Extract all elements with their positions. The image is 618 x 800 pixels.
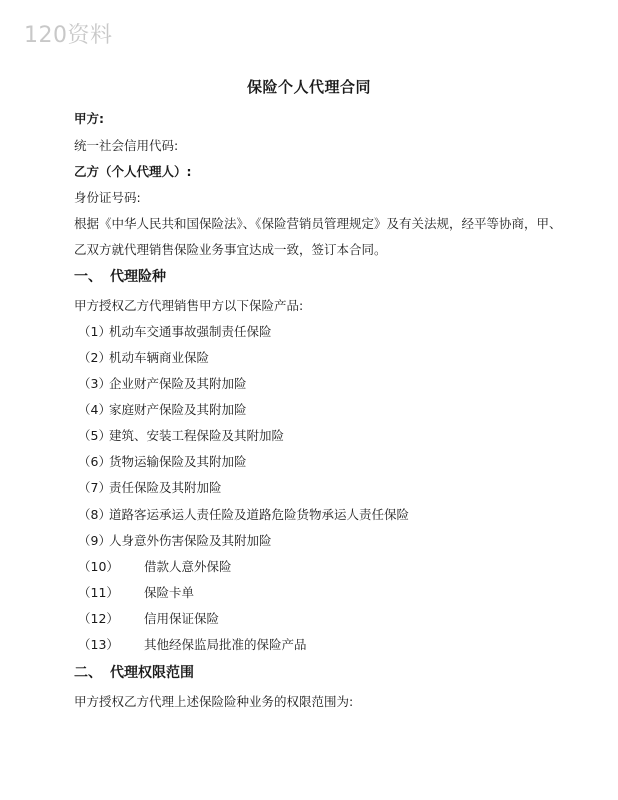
- section-2-heading: [74, 662, 194, 682]
- list-item-index: （13）: [78, 637, 119, 652]
- list-item-text: 道路客运承运人责任险及道路危险货物承运人责任保险: [109, 507, 410, 522]
- list-item: [78, 505, 409, 523]
- list-item: [78, 322, 272, 340]
- list-item: [78, 531, 272, 549]
- party-a-label: 甲方:: [74, 111, 104, 126]
- list-item: [78, 583, 194, 601]
- list-item-text: 家庭财产保险及其附加险: [109, 402, 247, 417]
- preamble-line-2: 乙双方就代理销售保险业务事宜达成一致，签订本合同。: [74, 242, 387, 257]
- list-item: [78, 348, 209, 366]
- list-item-text: 人身意外伤害保险及其附加险: [109, 533, 272, 548]
- list-item-index: （7）: [78, 480, 111, 495]
- list-item-text: 机动车交通事故强制责任保险: [109, 324, 272, 339]
- preamble-line-1: 根据《中华人民共和国保险法》、《保险营销员管理规定》及有关法规，经平等协商，甲、: [74, 216, 562, 231]
- list-item: [78, 452, 247, 470]
- list-item-text: 信用保证保险: [144, 611, 220, 626]
- list-item-index: （6）: [78, 454, 111, 469]
- list-item-index: （4）: [78, 402, 111, 417]
- list-item-text: 建筑、安装工程保险及其附加险: [109, 428, 285, 443]
- credit-code-label: 统一社会信用代码:: [74, 138, 179, 153]
- list-item: [78, 478, 222, 496]
- list-item-text: 货物运输保险及其附加险: [109, 454, 247, 469]
- list-item: [78, 609, 219, 627]
- list-item: [78, 400, 247, 418]
- section-2-number: 二、: [74, 665, 102, 681]
- list-item-index: （3）: [78, 376, 111, 391]
- list-item-index: （2）: [78, 350, 111, 365]
- section-1-intro: 甲方授权乙方代理销售甲方以下保险产品:: [74, 298, 304, 313]
- list-item-text: 其他经保监局批准的保险产品: [144, 637, 307, 652]
- document-title: 保险个人代理合同: [246, 78, 371, 96]
- list-item-index: （10）: [78, 559, 119, 574]
- list-item-index: （12）: [78, 611, 119, 626]
- list-item-index: （5）: [78, 428, 111, 443]
- section-1-title: 代理险种: [110, 269, 166, 285]
- list-item: [78, 374, 247, 392]
- section-2-intro: 甲方授权乙方代理上述保险险种业务的权限范围为:: [74, 694, 354, 709]
- list-item: [78, 635, 307, 653]
- watermark-logo: 120资料: [24, 23, 113, 48]
- section-2-title: 代理权限范围: [110, 665, 194, 681]
- list-item-index: （9）: [78, 533, 111, 548]
- list-item-text: 保险卡单: [144, 585, 195, 600]
- list-item-index: （1）: [78, 324, 111, 339]
- list-item-text: 机动车辆商业保险: [109, 350, 210, 365]
- list-item-text: 企业财产保险及其附加险: [109, 376, 247, 391]
- section-1-number: 一、: [74, 269, 102, 285]
- list-item-text: 责任保险及其附加险: [109, 480, 222, 495]
- list-item-index: （8）: [78, 507, 111, 522]
- list-item: [78, 557, 232, 575]
- party-b-label: 乙方（个人代理人）:: [74, 164, 192, 179]
- id-number-label: 身份证号码:: [74, 190, 141, 205]
- section-1-heading: [74, 266, 166, 286]
- list-item-index: （11）: [78, 585, 119, 600]
- list-item-text: 借款人意外保险: [144, 559, 232, 574]
- list-item: [78, 426, 284, 444]
